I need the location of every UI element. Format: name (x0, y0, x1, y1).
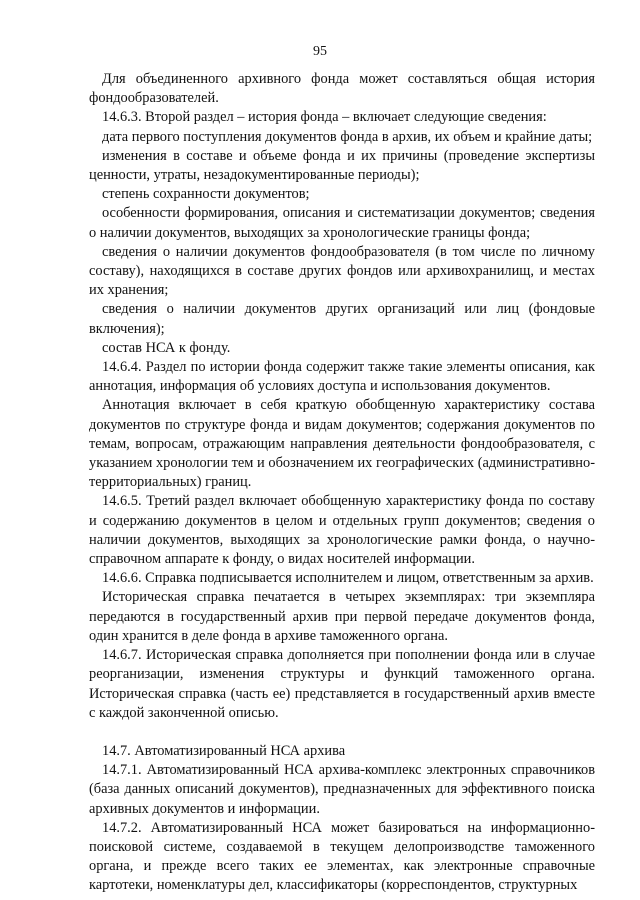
paragraph-annotation: Аннотация включает в себя краткую обобщенную характеристику состава документов по структуре фонда и видам документов; содержания документов по темам, вопросам, отражающим направления деятельности фондообразователя, с указанием хронологии тем и обозначением их географических (административно-территориальных) границ. (89, 397, 595, 491)
paragraph-14-7-2: 14.7.2. Автоматизированный НСА может базироваться на информационно-поисковой системе, создаваемой в текущем делопроизводстве таможенного органа, и прежде всего таких ее элементах, как электронные справочные картотеки, номенклатуры дел, классификаторы (корреспондентов, структурных (89, 819, 595, 894)
section-gap (89, 723, 595, 742)
paragraph-14-6-7: 14.6.7. Историческая справка дополняется при пополнении фонда или в случае реорганизации, изменения структуры и функций таможенного органа. Историческая справка (часть ее) представляется в государственный архив вместе с каждой законченной описью. (89, 647, 595, 721)
paragraph-copies: Историческая справка печатается в четырех экземплярах: три экземпляра передаются в государственный архив при первой передаче документов фонда, один хранится в деле фонда в архиве таможенного органа. (89, 589, 595, 644)
list-item-preservation: степень сохранности документов; (102, 186, 310, 203)
list-item-formation: особенности формирования, описания и систематизации документов; сведения о наличии документов, выходящих за хронологические границы фонда; (89, 205, 595, 241)
paragraph-14-6-3: 14.6.3. Второй раздел – история фонда – включает следующие сведения: (102, 109, 547, 126)
paragraph-14-7-1: 14.7.1. Автоматизированный НСА архива-комплекс электронных справочников (база данных описаний документов), предназначенных для эффективного поиска архивных документов и информации. (89, 762, 595, 817)
paragraph-joint-history: Для объединенного архивного фонда может составляться общая история фондообразователей. (89, 71, 595, 107)
paragraph-14-6-5: 14.6.5. Третий раздел включает обобщенную характеристику фонда по составу и содержанию документов в целом и отдельных групп документов; сведения о наличии документов, выходящих за хронологические рамки фонда, о научно-справочном аппарате к фонду, о видах носителей информации. (89, 493, 595, 568)
list-item-nsa: состав НСА к фонду. (102, 339, 231, 356)
page-number: 95 (313, 44, 327, 59)
section-heading-14-7: 14.7. Автоматизированный НСА архива (102, 742, 346, 759)
paragraph-14-6-6: 14.6.6. Справка подписывается исполнителем и лицом, ответственным за архив. (102, 570, 594, 587)
list-item-changes: изменения в составе и объеме фонда и их причины (проведение экспертизы ценности, утраты, незадокументированные периоды); (89, 147, 595, 184)
list-item-first-receipt: дата первого поступления документов фонда в архив, их объем и крайние даты; (102, 128, 593, 145)
document-body (89, 70, 595, 896)
paragraph-14-6-4: 14.6.4. Раздел по истории фонда содержит также такие элементы описания, как аннотация, информация об условиях доступа и использования документов. (89, 359, 595, 395)
list-item-other-funds: сведения о наличии документов фондообразователя (в том числе по личному составу), находящихся в составе других фондов или архивохранилищ, и местах их хранения; (89, 243, 595, 299)
list-item-fund-inclusions: сведения о наличии документов других организаций или лиц (фондовые включения); (89, 301, 595, 337)
